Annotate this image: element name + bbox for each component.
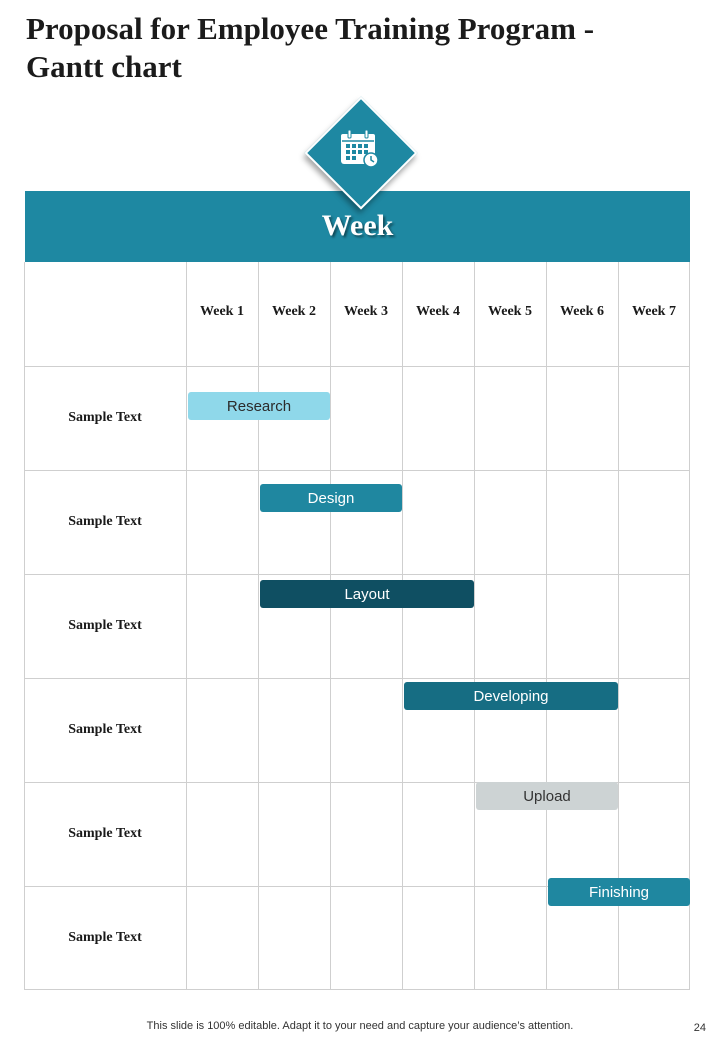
page-number: 24 [693, 1022, 706, 1034]
page-title: Proposal for Employee Training Program - Gantt chart [26, 11, 595, 84]
row-label: Sample Text [68, 410, 142, 425]
calendar-icon [338, 127, 382, 171]
row-label: Sample Text [68, 930, 142, 945]
week-column-header: Week 4 [416, 304, 460, 319]
week-column-header: Week 1 [200, 304, 244, 319]
row-label: Sample Text [68, 618, 142, 633]
week-column-header: Week 6 [560, 304, 604, 319]
week-column-header: Week 5 [488, 304, 532, 319]
gantt-grid [24, 262, 690, 990]
task-bar[interactable]: Finishing [548, 878, 690, 906]
week-column-header: Week 2 [272, 304, 316, 319]
calendar-badge [305, 97, 413, 205]
row-label: Sample Text [68, 826, 142, 841]
task-bar[interactable]: Design [260, 484, 402, 512]
week-column-header: Week 3 [344, 304, 388, 319]
week-column-header: Week 7 [632, 304, 676, 319]
row-label: Sample Text [68, 514, 142, 529]
task-bar[interactable]: Upload [476, 782, 618, 810]
task-bar[interactable]: Developing [404, 682, 618, 710]
week-header-label: Week [321, 209, 394, 242]
task-bar[interactable]: Research [188, 392, 330, 420]
footer-note: This slide is 100% editable. Adapt it to your need and capture your audience’s attention. [146, 1020, 574, 1032]
row-label: Sample Text [68, 722, 142, 737]
task-bar[interactable]: Layout [260, 580, 474, 608]
